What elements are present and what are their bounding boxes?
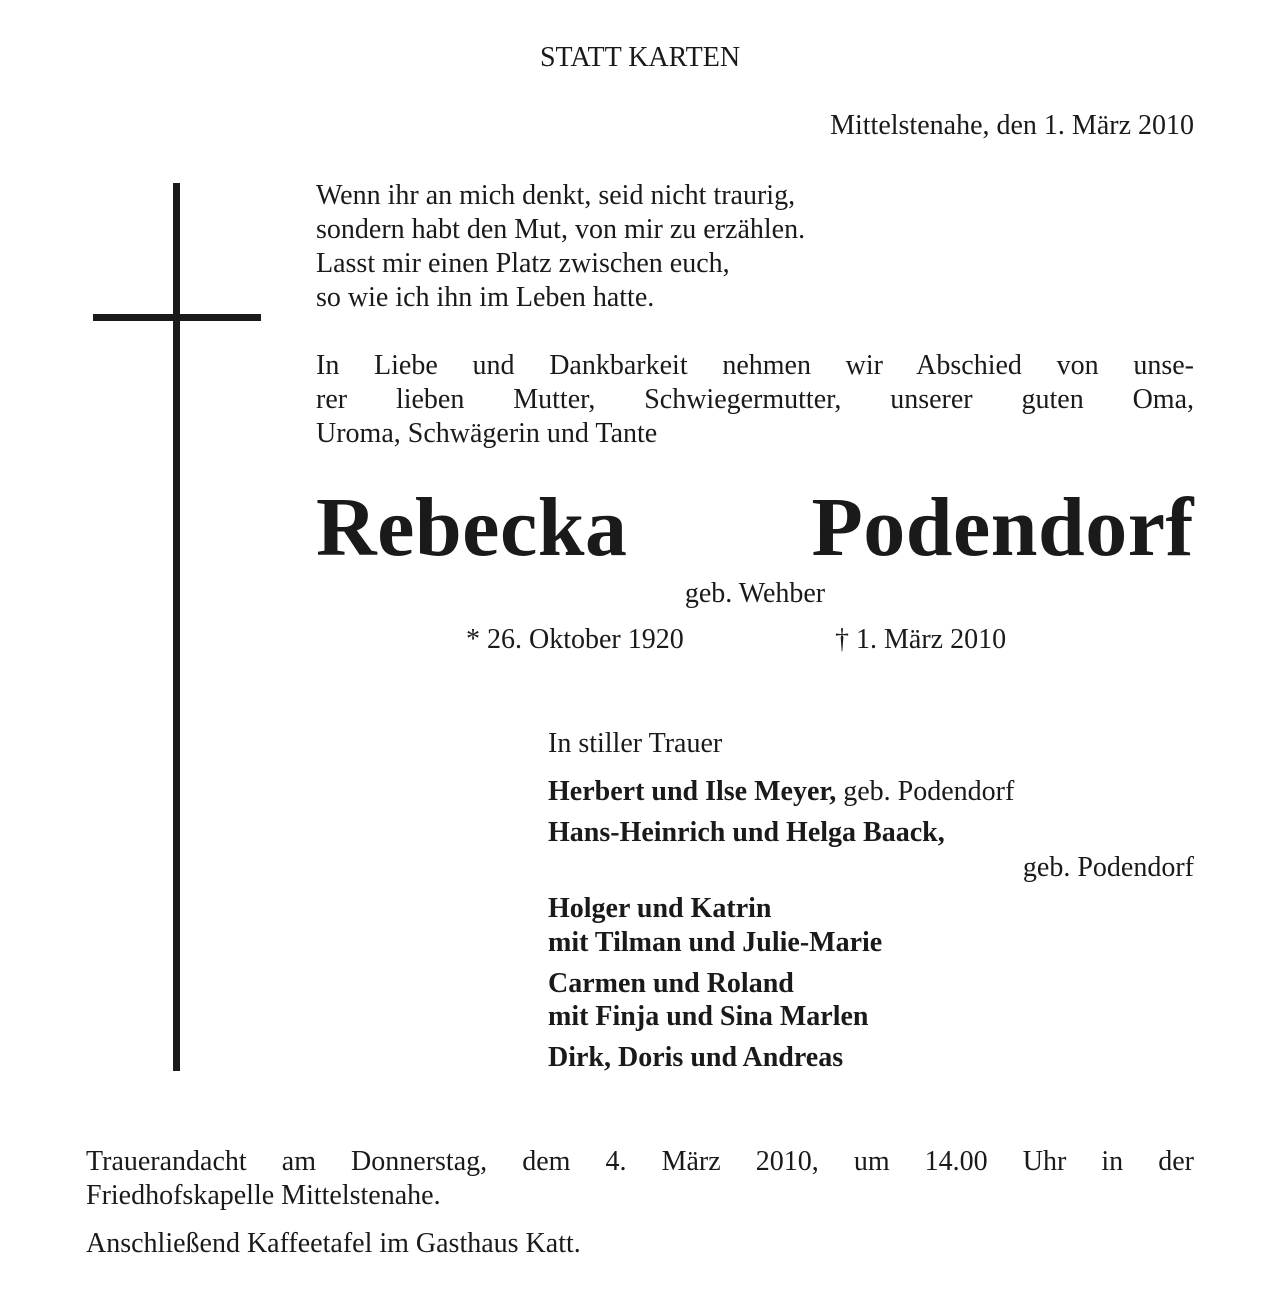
mourner-line (548, 776, 1014, 808)
mourner-names: Herbert und Ilse Meyer, (548, 776, 837, 807)
mourner-line: mit Finja und Sina Marlen (548, 1001, 869, 1032)
mourner-line: Carmen und Roland (548, 968, 794, 999)
verse-line: Wenn ihr an mich denkt, seid nicht traurig, (316, 180, 796, 211)
mourner-line: Dirk, Doris und Andreas (548, 1042, 844, 1073)
mourner-maiden: geb. Podendorf (1022, 852, 1194, 883)
mourner-line: Holger und Katrin (548, 893, 772, 924)
farewell-line: Uroma, Schwägerin und Tante (316, 418, 658, 449)
header-statt-karten: STATT KARTEN (539, 42, 741, 73)
farewell-line: In Liebe und Dankbarkeit nehmen wir Abschied von unse- (316, 350, 1194, 381)
verse-line: Lasst mir einen Platz zwischen euch, (316, 248, 730, 279)
mourner-names: Hans-Heinrich und Helga Baack, (548, 817, 945, 848)
mourner-line (548, 817, 945, 849)
birth-date: * 26. Oktober 1920 (466, 624, 684, 655)
mourning-heading: In stiller Trauer (548, 728, 723, 759)
reception-line: Anschließend Kaffeetafel im Gasthaus Katt. (86, 1228, 581, 1259)
farewell-line: rer lieben Mutter, Schwiegermutter, unserer guten Oma, (316, 384, 1194, 415)
maiden-name: geb. Wehber (684, 578, 826, 609)
place-date: Mittelstenahe, den 1. März 2010 (830, 110, 1194, 141)
verse-line: so wie ich ihn im Leben hatte. (316, 282, 655, 313)
cross-horizontal-bar (93, 314, 261, 321)
mourner-line: mit Tilman und Julie-Marie (548, 927, 883, 958)
service-line: Trauerandacht am Donnerstag, dem 4. März 2010, um 14.00 Uhr in der (86, 1146, 1194, 1177)
mourner-maiden: geb. Podendorf (836, 776, 1015, 807)
death-date: † 1. März 2010 (835, 624, 1007, 655)
deceased-name: Rebecka Podendorf (316, 481, 1194, 574)
verse-line: sondern habt den Mut, von mir zu erzählen. (316, 214, 806, 245)
service-line: Friedhofskapelle Mittelstenahe. (86, 1180, 441, 1211)
